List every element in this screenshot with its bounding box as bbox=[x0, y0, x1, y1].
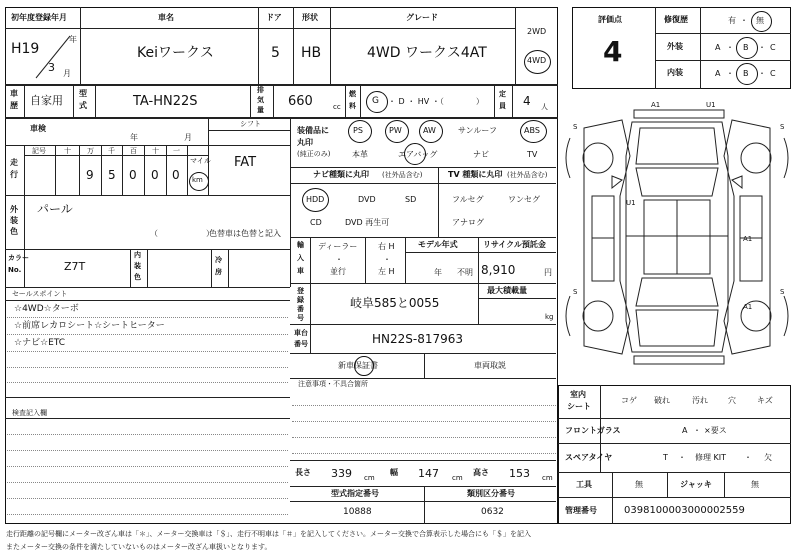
shape-value: HB bbox=[301, 45, 322, 61]
tv-title: TV 種類に丸印 bbox=[448, 170, 503, 179]
glass-a: A bbox=[682, 426, 688, 435]
model-label-1: 型 bbox=[79, 89, 87, 98]
int-a: A bbox=[715, 69, 721, 78]
import-label-1: 輸 bbox=[297, 241, 304, 249]
spare-none: 欠 bbox=[764, 453, 772, 462]
month-unit: 月 bbox=[63, 69, 71, 78]
sales-points-label: セールスポイント bbox=[12, 290, 68, 298]
grade-value: 4WD ワークス4AT bbox=[367, 45, 487, 61]
mileage-label-1: 走 bbox=[10, 158, 18, 167]
ac-label-2: 房 bbox=[215, 268, 222, 276]
reg-label-4: 号 bbox=[297, 314, 304, 322]
width-value: 147 bbox=[418, 467, 439, 480]
seat-label-2: シート bbox=[567, 402, 591, 411]
ext-dot-2: ・ bbox=[758, 43, 766, 52]
diagram-mark-u1-top: U1 bbox=[706, 101, 716, 109]
sales-point-item: ☆前席レカロシート☆シートヒーター bbox=[14, 321, 165, 331]
glass-label: フロントガラス bbox=[565, 426, 621, 435]
seat-hole: 穴 bbox=[728, 396, 736, 405]
dvd-label: DVD bbox=[358, 195, 376, 204]
tv-sub: (社外品含む) bbox=[507, 171, 548, 179]
reg-label-1: 登 bbox=[297, 287, 304, 295]
manual-label: 車両取説 bbox=[474, 361, 506, 370]
mileage-digit: 0 bbox=[151, 168, 159, 182]
year-unit: 年 bbox=[69, 35, 77, 44]
repair-label: 修復歴 bbox=[664, 15, 688, 24]
width-label: 幅 bbox=[390, 468, 398, 477]
tools-value: 無 bbox=[635, 480, 643, 489]
capacity-label-1: 定 bbox=[499, 90, 506, 98]
grade-label: グレード bbox=[406, 13, 438, 22]
import-right-h: 右 H bbox=[378, 242, 395, 251]
mileage-col-10k: 万 bbox=[87, 147, 94, 155]
first-reg-month: 3 bbox=[48, 61, 55, 74]
mileage-col-1: 一 bbox=[173, 147, 180, 155]
height-label: 高さ bbox=[473, 468, 489, 477]
repair-sep: ・ bbox=[740, 16, 748, 25]
displacement-value: 660 bbox=[288, 94, 313, 109]
oneseg-label: ワンセグ bbox=[508, 195, 540, 204]
fuel-label-2: 料 bbox=[349, 102, 356, 110]
airbag-label: エアバッグ bbox=[398, 150, 438, 159]
spare-dot-1: ・ bbox=[678, 453, 686, 462]
sunroof-label: サンルーフ bbox=[458, 126, 497, 135]
fuel-options: ・ D ・ HV ・（ ） bbox=[388, 97, 484, 106]
reg-label-2: 録 bbox=[297, 296, 304, 304]
color-no-value: Z7T bbox=[64, 260, 86, 273]
usage-value: 自家用 bbox=[30, 94, 63, 107]
import-dealer: ディーラー bbox=[318, 242, 358, 251]
import-label-2: 入 bbox=[297, 254, 304, 262]
ps-label: PS bbox=[353, 126, 363, 135]
import-dot-1: ・ bbox=[335, 255, 343, 264]
diagram-mark-a1-low: A1 bbox=[743, 303, 753, 311]
seat-label-1: 室内 bbox=[570, 390, 586, 399]
footer-note-2: またメーター交換の条件を満たしていないものはメーター改ざん車扱いとなります。 bbox=[6, 543, 272, 551]
tv-label: TV bbox=[527, 150, 538, 159]
color-label-3: 色 bbox=[10, 227, 18, 236]
shift-label: シフト bbox=[240, 120, 261, 128]
color-no-label-1: カラー bbox=[8, 254, 29, 262]
tools-label: 工具 bbox=[576, 480, 592, 489]
chassis-label-1: 車台 bbox=[294, 329, 308, 337]
navi-sub: (社外品含む) bbox=[382, 171, 423, 179]
class-label: 類別区分番号 bbox=[467, 489, 515, 498]
score-label: 評価点 bbox=[598, 15, 622, 24]
mileage-digit: 5 bbox=[108, 168, 116, 182]
sales-point-item: ☆ナビ☆ETC bbox=[14, 338, 66, 348]
glass-dot: ・ bbox=[693, 426, 701, 435]
mileage-col-10: 十 bbox=[152, 147, 159, 155]
navi-label: ナビ bbox=[473, 150, 489, 159]
mileage-col-100k: 十 bbox=[64, 147, 71, 155]
pw-label: PW bbox=[389, 126, 402, 135]
disp-label-2: 気 bbox=[257, 96, 264, 104]
color-label-2: 装 bbox=[10, 216, 18, 225]
spare-label: スペアタイヤ bbox=[565, 453, 613, 462]
mile-label: マイル bbox=[190, 157, 211, 165]
model-value: TA-HN22S bbox=[133, 94, 198, 109]
cd-label: CD bbox=[310, 218, 322, 227]
width-unit: cm bbox=[452, 474, 463, 482]
reg-label-3: 番 bbox=[297, 305, 304, 313]
mileage-col-sign: 記号 bbox=[32, 147, 46, 155]
door-label: ドア bbox=[266, 13, 282, 22]
navi-title: ナビ種類に丸印 bbox=[313, 170, 369, 179]
ext-a: A bbox=[715, 43, 721, 52]
spare-kit: 修理 KIT bbox=[695, 453, 727, 462]
leather-label: 本革 bbox=[352, 150, 368, 159]
car-name-label: 車名 bbox=[158, 13, 174, 22]
repair-no: 無 bbox=[756, 16, 764, 25]
km-label: km bbox=[192, 176, 203, 184]
chassis-label-2: 番号 bbox=[294, 340, 308, 348]
import-dot-2: ・ bbox=[383, 255, 391, 264]
diagram-mark-a1-top: A1 bbox=[651, 101, 661, 109]
diagram-mark-s: S bbox=[573, 123, 578, 131]
usage-label-1: 車 bbox=[10, 89, 18, 98]
yen-unit: 円 bbox=[544, 268, 552, 277]
exterior-color-value: パール bbox=[37, 202, 73, 216]
shaken-label: 車検 bbox=[30, 124, 46, 133]
drive-4wd: 4WD bbox=[527, 56, 547, 65]
seat-tear: 破れ bbox=[654, 396, 670, 405]
exterior-label: 外装 bbox=[667, 42, 683, 51]
equip-label-3: (純正のみ) bbox=[297, 150, 331, 158]
model-year-unit: 年 bbox=[434, 268, 442, 277]
int-c: C bbox=[770, 69, 776, 78]
car-body-diagram bbox=[562, 96, 792, 378]
first-reg-era: H19 bbox=[11, 41, 40, 57]
footer-note-1: 走行距離の記号欄にメーター改ざん車は「＊」、メーター交換車は「＄」、走行不明車は「＃」を記入してください。メーター交換で合算表示した場合にも「＄」を記入 bbox=[6, 530, 531, 538]
ext-dot-1: ・ bbox=[726, 43, 734, 52]
aw-label: AW bbox=[423, 126, 436, 135]
diagram-mark-s: S bbox=[780, 123, 785, 131]
glass-x: ×要ス bbox=[704, 426, 727, 435]
diagram-mark-s: S bbox=[780, 288, 785, 296]
score-value: 4 bbox=[603, 35, 623, 68]
color-no-label-2: No. bbox=[8, 266, 22, 274]
height-unit: cm bbox=[542, 474, 553, 482]
diagram-mark-a1-right: A1 bbox=[743, 235, 753, 243]
diagram-mark-s: S bbox=[573, 288, 578, 296]
equip-label-2: 丸印 bbox=[297, 138, 313, 147]
ac-label-1: 冷 bbox=[215, 256, 222, 264]
seat-stain: 汚れ bbox=[692, 396, 708, 405]
max-load-label: 最大積載量 bbox=[487, 286, 527, 295]
kg-unit: kg bbox=[545, 313, 554, 321]
usage-label-2: 歴 bbox=[10, 101, 18, 110]
jack-label: ジャッキ bbox=[680, 480, 712, 489]
car-name-value: Keiワークス bbox=[137, 45, 214, 61]
spare-t: T bbox=[663, 453, 668, 462]
int-dot-1: ・ bbox=[726, 69, 734, 78]
reg-no-value: 岐阜585と0055 bbox=[350, 296, 440, 310]
import-left-h: 左 H bbox=[378, 267, 395, 276]
spare-dot-2: ・ bbox=[744, 453, 752, 462]
fullseg-label: フルセグ bbox=[452, 195, 484, 204]
length-unit: cm bbox=[364, 474, 375, 482]
mileage-col-1k: 千 bbox=[108, 147, 115, 155]
ext-b: B bbox=[743, 43, 749, 52]
mileage-digit: 9 bbox=[86, 168, 94, 182]
length-label: 長さ bbox=[295, 468, 311, 477]
fuel-label-1: 燃 bbox=[349, 90, 356, 98]
capacity-label-2: 員 bbox=[499, 102, 506, 110]
equip-label-1: 装備品に bbox=[297, 126, 329, 135]
color-change-paren: （ ） bbox=[150, 229, 214, 238]
sd-label: SD bbox=[405, 195, 417, 204]
model-cert-label: 型式指定番号 bbox=[331, 489, 379, 498]
disp-label-1: 排 bbox=[257, 86, 264, 94]
shaken-month: 月 bbox=[184, 133, 192, 142]
model-year-unknown: 不明 bbox=[457, 268, 473, 277]
shaken-year: 年 bbox=[130, 133, 138, 142]
recycle-label: リサイクル預託金 bbox=[483, 240, 546, 249]
inspector-label: 検査記入欄 bbox=[12, 409, 47, 417]
mgmt-label: 管理番号 bbox=[565, 506, 597, 515]
interior-color-label-1: 内 bbox=[134, 251, 141, 259]
seat-scratch: キズ bbox=[757, 396, 773, 405]
model-year-label: モデル年式 bbox=[418, 240, 458, 249]
height-value: 153 bbox=[509, 467, 530, 480]
warranty-label: 新車保証書 bbox=[338, 361, 378, 370]
person-unit: 人 bbox=[541, 103, 548, 111]
int-b: B bbox=[743, 69, 749, 78]
mileage-col-100: 百 bbox=[130, 147, 137, 155]
disp-label-3: 量 bbox=[257, 106, 264, 114]
mileage-digit: 0 bbox=[129, 168, 137, 182]
dvd-play-label: DVD 再生可 bbox=[345, 218, 390, 227]
model-cert-value: 10888 bbox=[343, 507, 372, 517]
color-change-note: 色替車は色替と記入 bbox=[209, 229, 281, 238]
first-reg-label: 初年度登録年月 bbox=[11, 13, 67, 22]
int-dot-2: ・ bbox=[758, 69, 766, 78]
mileage-digit: 0 bbox=[172, 168, 180, 182]
capacity-value: 4 bbox=[523, 94, 531, 108]
sales-point-item: ☆4WD☆ターボ bbox=[14, 304, 79, 314]
cc-unit: cc bbox=[333, 103, 341, 111]
drive-2wd: 2WD bbox=[527, 27, 547, 36]
abs-label: ABS bbox=[524, 126, 540, 135]
jack-value: 無 bbox=[751, 480, 759, 489]
doors-value: 5 bbox=[271, 45, 280, 61]
fuel-g: G bbox=[372, 96, 379, 106]
notice-label: 注意事項・不具合箇所 bbox=[298, 380, 368, 388]
mileage-label-2: 行 bbox=[10, 170, 18, 179]
color-label-1: 外 bbox=[10, 205, 18, 214]
recycle-value: 8,910 bbox=[481, 263, 516, 277]
shift-value: FAT bbox=[234, 155, 257, 170]
seat-burn: コゲ bbox=[621, 396, 637, 405]
ext-c: C bbox=[770, 43, 776, 52]
diagram-mark-u1-left: U1 bbox=[626, 199, 636, 207]
hdd-label: HDD bbox=[306, 195, 325, 204]
class-value: 0632 bbox=[481, 507, 504, 517]
interior-color-label-2: 装 bbox=[134, 262, 141, 270]
length-value: 339 bbox=[331, 467, 352, 480]
repair-yes: 有 bbox=[728, 16, 736, 25]
import-parallel: 並行 bbox=[330, 267, 346, 276]
shape-label: 形状 bbox=[302, 13, 318, 22]
mgmt-value: 0398100003000002559 bbox=[624, 505, 745, 516]
interior-color-label-3: 色 bbox=[134, 273, 141, 281]
chassis-value: HN22S-817963 bbox=[372, 332, 464, 346]
interior-label: 内装 bbox=[667, 68, 683, 77]
import-label-3: 車 bbox=[297, 267, 304, 275]
model-label-2: 式 bbox=[79, 101, 87, 110]
analog-label: アナログ bbox=[452, 218, 484, 227]
